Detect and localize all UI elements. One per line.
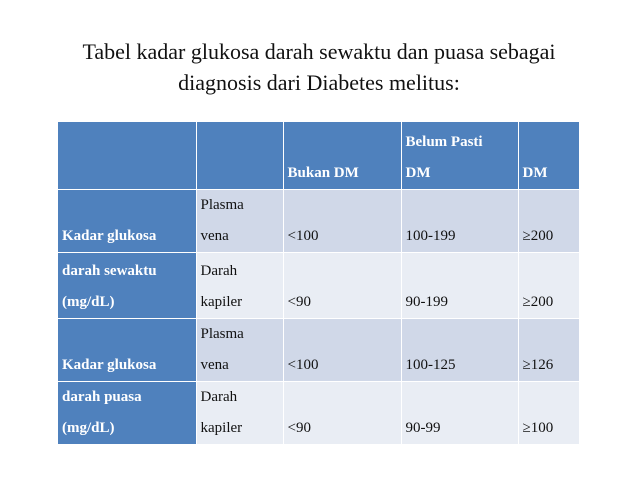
table-header-row: [58, 122, 579, 190]
dm-cell: ≥200: [518, 190, 579, 253]
header-belum-pasti-dm: [401, 122, 518, 190]
group-label-sewaktu: Kadar glukosa: [58, 190, 196, 253]
header-bukan-dm: Bukan DM: [283, 122, 401, 190]
dm-cell: ≥100: [518, 382, 579, 445]
dm-cell: ≥200: [518, 253, 579, 319]
sample-type-line1: Plasma: [200, 197, 244, 213]
sample-type-cell: [196, 253, 283, 319]
group-label-puasa-cont: [58, 382, 196, 445]
sample-type-line2: vena: [200, 357, 229, 373]
group-label-puasa: Kadar glukosa: [58, 319, 196, 382]
dm-cell: ≥126: [518, 319, 579, 382]
sample-type-cell: [196, 382, 283, 445]
group-label-line3: (mg/dL): [62, 294, 115, 310]
sample-type-line2: kapiler: [200, 420, 243, 436]
header-belum-pasti-line2: DM: [405, 165, 431, 181]
belum-pasti-cell: 90-199: [401, 253, 518, 319]
header-dm: DM: [518, 122, 579, 190]
group-label-sewaktu-cont: [58, 253, 196, 319]
sample-type-line1: Darah: [200, 389, 238, 405]
sample-type-line1: Plasma: [200, 326, 244, 342]
group-label-line2: darah sewaktu: [62, 263, 157, 279]
sample-type-line1: Darah: [200, 263, 238, 279]
table-row: [58, 190, 579, 253]
belum-pasti-cell: 100-125: [401, 319, 518, 382]
sample-type-line2: vena: [200, 228, 229, 244]
bukan-dm-cell: <90: [283, 253, 401, 319]
sample-type-cell: [196, 319, 283, 382]
slide-title: [40, 36, 598, 98]
sample-type-cell: [196, 190, 283, 253]
bukan-dm-cell: <100: [283, 319, 401, 382]
slide-title-line1: Tabel kadar glukosa darah sewaktu dan puasa sebagai: [82, 39, 556, 64]
header-belum-pasti-line1: Belum Pasti: [405, 134, 483, 150]
group-label-line2: darah puasa: [62, 389, 142, 405]
table-row: [58, 319, 579, 382]
table-row: [58, 382, 579, 445]
bukan-dm-cell: <90: [283, 382, 401, 445]
belum-pasti-cell: 100-199: [401, 190, 518, 253]
slide-title-line2: diagnosis dari Diabetes melitus:: [178, 70, 460, 95]
table-row: [58, 253, 579, 319]
sample-type-line2: kapiler: [200, 294, 243, 310]
belum-pasti-cell: 90-99: [401, 382, 518, 445]
glucose-table: [58, 122, 579, 445]
group-label-line3: (mg/dL): [62, 420, 115, 436]
bukan-dm-cell: <100: [283, 190, 401, 253]
header-cell-empty: [58, 122, 196, 190]
header-cell-empty: [196, 122, 283, 190]
